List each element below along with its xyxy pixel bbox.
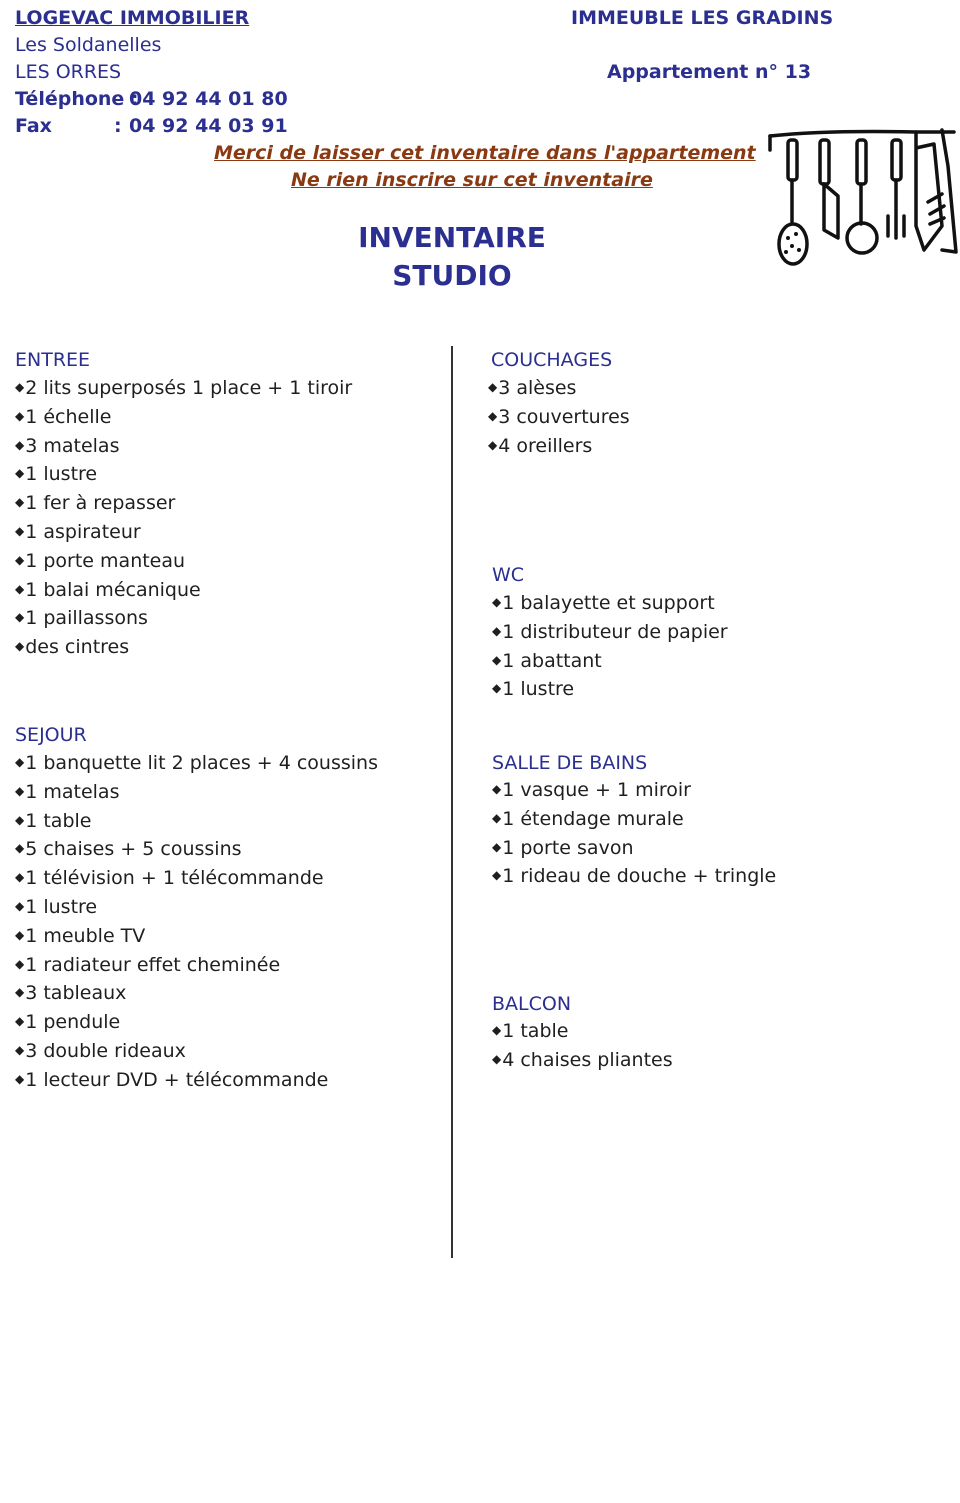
list-entree bbox=[15, 375, 352, 663]
section-title-balcon: BALCON bbox=[492, 993, 572, 1015]
bullet-icon: ◆ bbox=[15, 1071, 25, 1086]
address-line-2: LES ORRES bbox=[15, 61, 122, 83]
bullet-icon: ◆ bbox=[15, 437, 25, 452]
section-title-entree: ENTREE bbox=[15, 349, 91, 371]
building-name: IMMEUBLE LES GRADINS bbox=[571, 7, 834, 29]
list-item: ◆1 lustre bbox=[15, 463, 98, 486]
bullet-icon: ◆ bbox=[492, 810, 502, 825]
phone-number: 04 92 44 01 80 bbox=[129, 88, 288, 110]
list-item: ◆1 banquette lit 2 places + 4 coussins bbox=[15, 752, 378, 774]
list-couchages bbox=[488, 375, 630, 461]
bullet-icon: ◆ bbox=[15, 408, 25, 423]
bullet-icon: ◆ bbox=[15, 755, 25, 769]
fax-number: 04 92 44 03 91 bbox=[129, 115, 288, 137]
bullet-icon: ◆ bbox=[15, 466, 25, 481]
document-title: INVENTAIRE bbox=[358, 221, 546, 254]
list-item: ◆3 tableaux bbox=[15, 982, 127, 1005]
fax-colon: : bbox=[114, 115, 122, 137]
address-line-1: Les Soldanelles bbox=[15, 34, 162, 56]
list-item: ◆3 alèses bbox=[488, 377, 577, 399]
list-item: ◆1 étendage murale bbox=[492, 807, 684, 830]
list-item: ◆1 vasque + 1 miroir bbox=[492, 779, 691, 801]
list-item: ◆1 lecteur DVD + télécommande bbox=[15, 1068, 329, 1091]
list-item: ◆1 abattant bbox=[492, 649, 602, 672]
kitchen-utensils-icon bbox=[766, 126, 960, 270]
bullet-icon: ◆ bbox=[488, 380, 498, 394]
list-item: ◆1 lustre bbox=[492, 678, 575, 701]
list-item: ◆1 balayette et support bbox=[492, 592, 715, 614]
list-balcon bbox=[492, 1018, 673, 1076]
bullet-icon: ◆ bbox=[15, 639, 25, 654]
phone-label: Téléphone : bbox=[15, 88, 139, 110]
bullet-icon: ◆ bbox=[15, 956, 25, 971]
section-title-salle-de-bains: SALLE DE BAINS bbox=[492, 752, 648, 774]
list-item: ◆1 télévision + 1 télécommande bbox=[15, 867, 324, 890]
document-subtitle: STUDIO bbox=[392, 259, 512, 292]
list-item: ◆1 porte manteau bbox=[15, 549, 186, 572]
bullet-icon: ◆ bbox=[15, 523, 25, 538]
list-item: ◆3 double rideaux bbox=[15, 1039, 186, 1062]
bullet-icon: ◆ bbox=[15, 1014, 25, 1029]
fax-label: Fax bbox=[15, 115, 52, 137]
bullet-icon: ◆ bbox=[492, 623, 502, 638]
column-divider bbox=[451, 346, 453, 1258]
bullet-icon: ◆ bbox=[15, 812, 25, 827]
notice-leave-inventory: Merci de laisser cet inventaire dans l'appartement bbox=[214, 142, 756, 164]
list-item: ◆1 paillassons bbox=[15, 607, 148, 630]
bullet-icon: ◆ bbox=[492, 681, 502, 696]
list-item: ◆1 table bbox=[492, 1020, 569, 1042]
list-item: ◆1 radiateur effet cheminée bbox=[15, 953, 281, 976]
bullet-icon: ◆ bbox=[492, 652, 502, 667]
bullet-icon: ◆ bbox=[492, 595, 502, 609]
list-item: ◆1 distributeur de papier bbox=[492, 620, 728, 643]
list-item: ◆5 chaises + 5 coussins bbox=[15, 838, 242, 861]
list-item: ◆1 aspirateur bbox=[15, 520, 141, 543]
bullet-icon: ◆ bbox=[15, 610, 25, 625]
bullet-icon: ◆ bbox=[15, 1042, 25, 1057]
bullet-icon: ◆ bbox=[15, 841, 25, 856]
bullet-icon: ◆ bbox=[492, 1023, 502, 1037]
bullet-icon: ◆ bbox=[488, 408, 498, 423]
bullet-icon: ◆ bbox=[15, 870, 25, 885]
bullet-icon: ◆ bbox=[492, 839, 502, 854]
list-item: ◆1 lustre bbox=[15, 895, 98, 918]
list-item: ◆1 porte savon bbox=[492, 836, 634, 859]
list-item: ◆1 pendule bbox=[15, 1011, 121, 1034]
list-wc bbox=[492, 590, 728, 705]
bullet-icon: ◆ bbox=[492, 782, 502, 796]
list-item: ◆2 lits superposés 1 place + 1 tiroir bbox=[15, 377, 353, 399]
bullet-icon: ◆ bbox=[15, 495, 25, 510]
section-title-couchages: COUCHAGES bbox=[491, 349, 613, 371]
apartment-number: Appartement n° 13 bbox=[607, 61, 812, 83]
list-item: ◆des cintres bbox=[15, 636, 130, 659]
agency-name: LOGEVAC IMMOBILIER bbox=[15, 7, 250, 29]
bullet-icon: ◆ bbox=[15, 985, 25, 1000]
list-item: ◆4 chaises pliantes bbox=[492, 1048, 673, 1071]
bullet-icon: ◆ bbox=[15, 927, 25, 942]
list-item: ◆1 table bbox=[15, 809, 92, 832]
notice-do-not-write: Ne rien inscrire sur cet inventaire bbox=[291, 169, 653, 191]
section-title-sejour: SEJOUR bbox=[15, 724, 87, 746]
bullet-icon: ◆ bbox=[492, 1051, 502, 1066]
list-item: ◆1 fer à repasser bbox=[15, 492, 176, 515]
list-item: ◆1 balai mécanique bbox=[15, 578, 201, 601]
list-item: ◆4 oreillers bbox=[488, 434, 593, 457]
list-item: ◆1 meuble TV bbox=[15, 924, 146, 947]
bullet-icon: ◆ bbox=[15, 380, 25, 394]
list-salle-de-bains bbox=[492, 777, 776, 892]
section-title-wc: WC bbox=[492, 564, 525, 586]
list-item: ◆1 matelas bbox=[15, 780, 120, 803]
bullet-icon: ◆ bbox=[15, 783, 25, 798]
bullet-icon: ◆ bbox=[488, 437, 498, 452]
bullet-icon: ◆ bbox=[15, 552, 25, 567]
bullet-icon: ◆ bbox=[15, 581, 25, 596]
list-item: ◆1 rideau de douche + tringle bbox=[492, 865, 777, 888]
bullet-icon: ◆ bbox=[15, 898, 25, 913]
list-item: ◆1 échelle bbox=[15, 405, 112, 428]
list-item: ◆3 couvertures bbox=[488, 405, 630, 428]
bullet-icon: ◆ bbox=[492, 868, 502, 883]
list-item: ◆3 matelas bbox=[15, 434, 120, 457]
list-sejour bbox=[15, 750, 378, 1096]
